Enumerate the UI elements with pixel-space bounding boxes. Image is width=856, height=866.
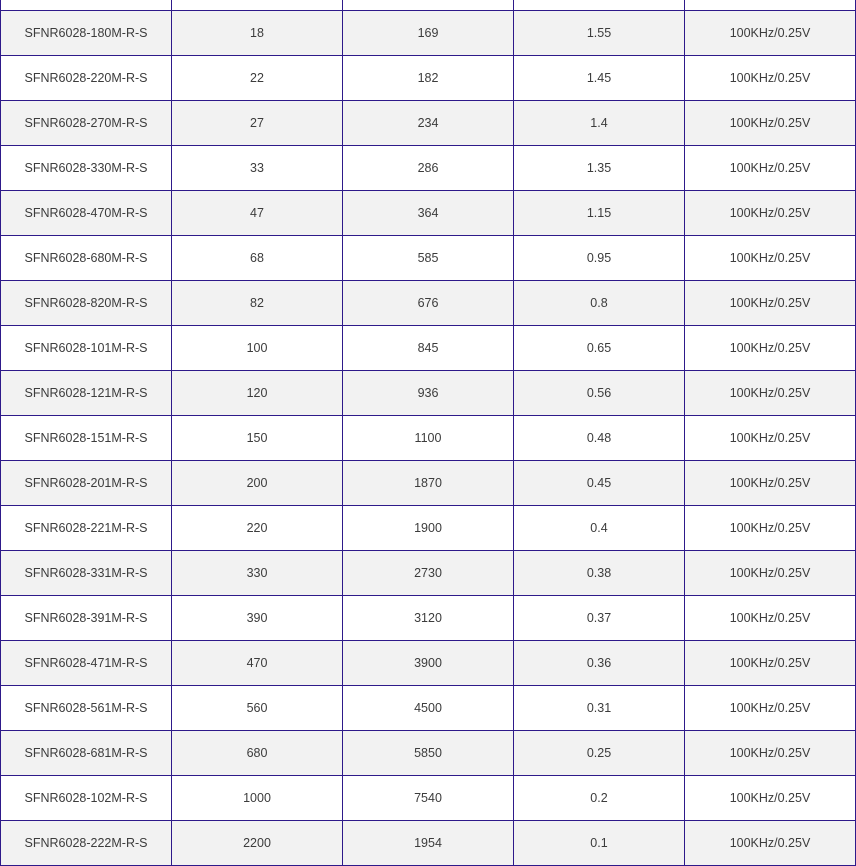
part-number-cell: SFNR6028-820M-R-S xyxy=(1,281,172,326)
table-cell: 0.36 xyxy=(514,641,685,686)
table-cell: 5850 xyxy=(343,731,514,776)
table-row xyxy=(1,686,856,731)
table-row xyxy=(1,416,856,461)
table-cell: 182 xyxy=(343,56,514,101)
table-cell: 0.1 xyxy=(514,821,685,866)
table-cell: 3900 xyxy=(343,641,514,686)
table-row xyxy=(1,776,856,821)
table-cell: 120 xyxy=(172,371,343,416)
table-cell: 100KHz/0.25V xyxy=(685,281,856,326)
table-cell: 100KHz/0.25V xyxy=(685,686,856,731)
table-cell: 1954 xyxy=(343,821,514,866)
part-number-cell: SFNR6028-331M-R-S xyxy=(1,551,172,596)
part-number-cell: SFNR6028-680M-R-S xyxy=(1,236,172,281)
table-cell: 100KHz/0.25V xyxy=(685,101,856,146)
table-cell: 1900 xyxy=(343,506,514,551)
table-cell: 585 xyxy=(343,236,514,281)
part-number-cell: SFNR6028-180M-R-S xyxy=(1,11,172,56)
table-cell: 560 xyxy=(172,686,343,731)
part-number-cell: SFNR6028-102M-R-S xyxy=(1,776,172,821)
table-cell: 47 xyxy=(172,191,343,236)
part-number-cell: SFNR6028-221M-R-S xyxy=(1,506,172,551)
table-cell: 0.25 xyxy=(514,731,685,776)
table-cell: 150 xyxy=(172,416,343,461)
part-number-cell xyxy=(1,0,172,11)
table-row xyxy=(1,596,856,641)
table-cell: 390 xyxy=(172,596,343,641)
table-cell: 7540 xyxy=(343,776,514,821)
table-cell: 845 xyxy=(343,326,514,371)
spec-table-body xyxy=(1,0,856,866)
table-cell: 100KHz/0.25V xyxy=(685,596,856,641)
part-number-cell: SFNR6028-222M-R-S xyxy=(1,821,172,866)
table-row xyxy=(1,56,856,101)
table-cell: 0.31 xyxy=(514,686,685,731)
table-row xyxy=(1,11,856,56)
table-row xyxy=(1,236,856,281)
table-cell: 100KHz/0.25V xyxy=(685,326,856,371)
part-number-cell: SFNR6028-330M-R-S xyxy=(1,146,172,191)
table-cell: 1870 xyxy=(343,461,514,506)
table-row xyxy=(1,191,856,236)
table-cell: 22 xyxy=(172,56,343,101)
table-cell: 3120 xyxy=(343,596,514,641)
part-number-cell: SFNR6028-681M-R-S xyxy=(1,731,172,776)
table-row xyxy=(1,461,856,506)
table-cell: 100KHz/0.25V xyxy=(685,146,856,191)
table-row xyxy=(1,146,856,191)
table-cell: 0.65 xyxy=(514,326,685,371)
table-cell: 936 xyxy=(343,371,514,416)
table-cell: 676 xyxy=(343,281,514,326)
part-number-cell: SFNR6028-470M-R-S xyxy=(1,191,172,236)
table-row xyxy=(1,371,856,416)
table-cell: 100KHz/0.25V xyxy=(685,551,856,596)
table-cell: 100KHz/0.25V xyxy=(685,821,856,866)
part-number-cell: SFNR6028-220M-R-S xyxy=(1,56,172,101)
part-number-cell: SFNR6028-561M-R-S xyxy=(1,686,172,731)
table-cell: 0.38 xyxy=(514,551,685,596)
part-number-cell: SFNR6028-391M-R-S xyxy=(1,596,172,641)
table-cell: 680 xyxy=(172,731,343,776)
table-cell: 100KHz/0.25V xyxy=(685,56,856,101)
table-cell: 1100 xyxy=(343,416,514,461)
table-cell: 100KHz/0.25V xyxy=(685,191,856,236)
table-cell: 100KHz/0.25V xyxy=(685,371,856,416)
table-cell: 100KHz/0.25V xyxy=(685,236,856,281)
table-cell: 100 xyxy=(172,326,343,371)
part-number-cell: SFNR6028-151M-R-S xyxy=(1,416,172,461)
table-cell: 4500 xyxy=(343,686,514,731)
table-row xyxy=(1,0,856,11)
part-number-cell: SFNR6028-201M-R-S xyxy=(1,461,172,506)
table-row xyxy=(1,821,856,866)
table-cell: 1.15 xyxy=(514,191,685,236)
table-cell: 0.56 xyxy=(514,371,685,416)
table-cell: 33 xyxy=(172,146,343,191)
table-cell: 470 xyxy=(172,641,343,686)
table-row xyxy=(1,731,856,776)
table-cell: 1.35 xyxy=(514,146,685,191)
part-number-cell: SFNR6028-121M-R-S xyxy=(1,371,172,416)
table-cell: 68 xyxy=(172,236,343,281)
part-number-cell: SFNR6028-101M-R-S xyxy=(1,326,172,371)
table-row xyxy=(1,641,856,686)
table-cell xyxy=(685,0,856,11)
table-cell xyxy=(343,0,514,11)
table-cell: 0.2 xyxy=(514,776,685,821)
table-cell: 1.4 xyxy=(514,101,685,146)
table-cell: 0.48 xyxy=(514,416,685,461)
table-row xyxy=(1,326,856,371)
table-cell xyxy=(514,0,685,11)
table-cell: 0.8 xyxy=(514,281,685,326)
table-cell: 0.37 xyxy=(514,596,685,641)
table-cell: 100KHz/0.25V xyxy=(685,776,856,821)
table-cell: 100KHz/0.25V xyxy=(685,731,856,776)
table-cell: 2200 xyxy=(172,821,343,866)
table-cell: 18 xyxy=(172,11,343,56)
table-row xyxy=(1,551,856,596)
table-cell: 330 xyxy=(172,551,343,596)
table-cell: 82 xyxy=(172,281,343,326)
table-cell: 364 xyxy=(343,191,514,236)
table-cell: 0.95 xyxy=(514,236,685,281)
table-cell: 100KHz/0.25V xyxy=(685,506,856,551)
table-cell: 27 xyxy=(172,101,343,146)
table-cell: 169 xyxy=(343,11,514,56)
part-number-cell: SFNR6028-471M-R-S xyxy=(1,641,172,686)
table-cell: 1000 xyxy=(172,776,343,821)
table-cell: 1.45 xyxy=(514,56,685,101)
table-row xyxy=(1,101,856,146)
table-cell: 2730 xyxy=(343,551,514,596)
table-cell: 0.45 xyxy=(514,461,685,506)
table-cell: 220 xyxy=(172,506,343,551)
table-cell: 286 xyxy=(343,146,514,191)
table-cell: 100KHz/0.25V xyxy=(685,11,856,56)
table-cell: 100KHz/0.25V xyxy=(685,416,856,461)
table-cell: 100KHz/0.25V xyxy=(685,641,856,686)
table-row xyxy=(1,506,856,551)
table-cell: 100KHz/0.25V xyxy=(685,461,856,506)
table-cell: 234 xyxy=(343,101,514,146)
part-number-cell: SFNR6028-270M-R-S xyxy=(1,101,172,146)
table-cell: 200 xyxy=(172,461,343,506)
table-cell: 1.55 xyxy=(514,11,685,56)
table-cell xyxy=(172,0,343,11)
table-row xyxy=(1,281,856,326)
table-cell: 0.4 xyxy=(514,506,685,551)
